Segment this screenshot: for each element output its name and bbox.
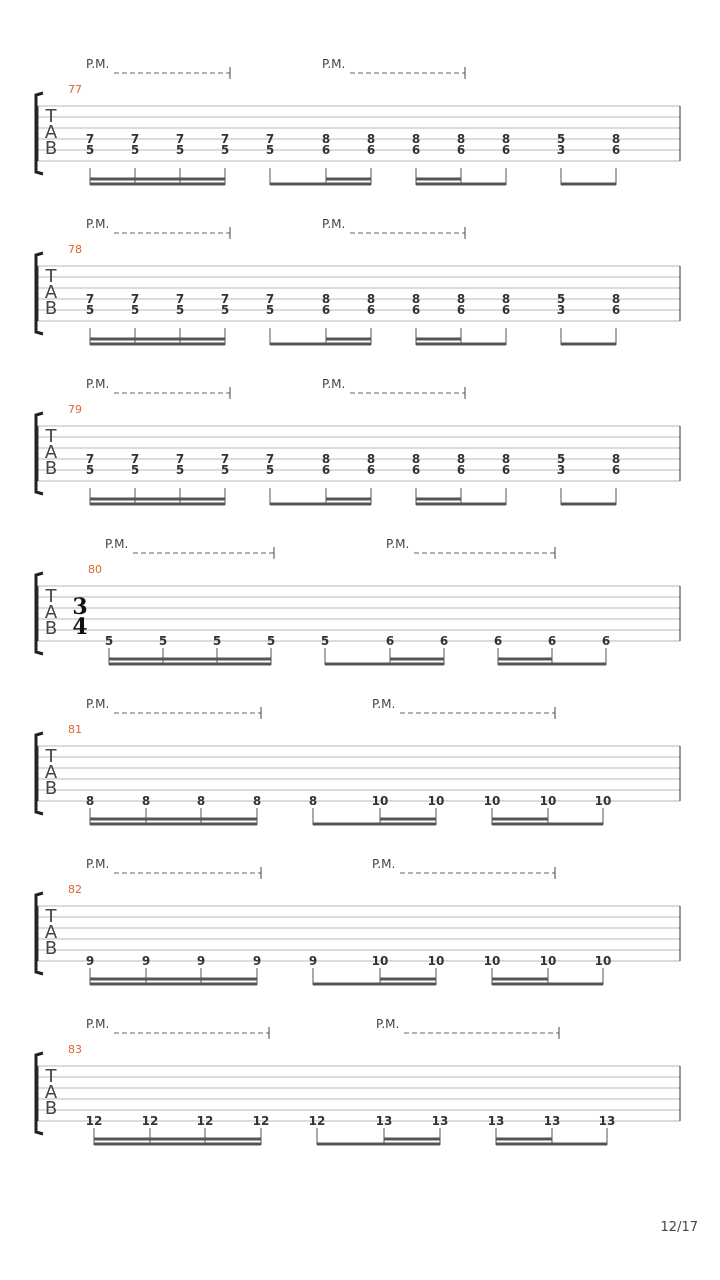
- fret-number: 7: [175, 292, 185, 306]
- fret-number: 5: [556, 452, 566, 466]
- fret-number: 8: [411, 292, 421, 306]
- fret-number: 6: [611, 143, 621, 157]
- fret-number: 7: [85, 452, 95, 466]
- fret-number: 9: [308, 954, 318, 968]
- fret-number: 6: [366, 143, 376, 157]
- fret-number: 5: [265, 143, 275, 157]
- fret-number: 8: [456, 452, 466, 466]
- fret-number: 5: [556, 132, 566, 146]
- fret-number: 13: [598, 1114, 616, 1128]
- palm-mute-label: P.M.: [372, 697, 396, 711]
- fret-number: 6: [501, 463, 511, 477]
- fret-number: 6: [321, 463, 331, 477]
- tab-clef-letter: A: [44, 602, 58, 623]
- fret-number: 7: [85, 132, 95, 146]
- fret-number: 5: [175, 463, 185, 477]
- fret-number: 8: [411, 452, 421, 466]
- fret-number: 3: [556, 463, 566, 477]
- tab-clef-letter: T: [45, 746, 57, 767]
- fret-number: 6: [321, 143, 331, 157]
- fret-number: 8: [252, 794, 262, 808]
- fret-number: 5: [130, 463, 140, 477]
- palm-mute-label: P.M.: [86, 697, 110, 711]
- fret-number: 7: [265, 132, 275, 146]
- fret-number: 8: [611, 452, 621, 466]
- palm-mute-label: P.M.: [322, 217, 346, 231]
- fret-number: 6: [411, 303, 421, 317]
- tab-clef-letter: T: [45, 1066, 57, 1087]
- fret-number: 8: [308, 794, 318, 808]
- tab-clef-letter: T: [45, 586, 57, 607]
- fret-number: 7: [130, 132, 140, 146]
- system-bracket: [36, 93, 43, 174]
- fret-number: 9: [141, 954, 151, 968]
- palm-mute-label: P.M.: [386, 537, 410, 551]
- measure-number: 83: [68, 1043, 82, 1056]
- palm-mute-label: P.M.: [322, 57, 346, 71]
- fret-number: 8: [501, 452, 511, 466]
- fret-number: 6: [456, 143, 466, 157]
- fret-number: 7: [175, 452, 185, 466]
- fret-number: 6: [547, 634, 557, 648]
- fret-number: 5: [175, 143, 185, 157]
- fret-number: 12: [196, 1114, 214, 1128]
- fret-number: 10: [539, 794, 557, 808]
- fret-number: 5: [130, 143, 140, 157]
- fret-number: 5: [220, 143, 230, 157]
- system-bracket: [36, 573, 43, 654]
- fret-number: 5: [212, 634, 222, 648]
- fret-number: 10: [483, 954, 501, 968]
- fret-number: 13: [487, 1114, 505, 1128]
- fret-number: 8: [85, 794, 95, 808]
- fret-number: 5: [130, 303, 140, 317]
- palm-mute-label: P.M.: [86, 57, 110, 71]
- palm-mute-label: P.M.: [322, 377, 346, 391]
- fret-number: 5: [85, 463, 95, 477]
- fret-number: 6: [411, 463, 421, 477]
- fret-number: 5: [265, 303, 275, 317]
- fret-number: 7: [175, 132, 185, 146]
- fret-number: 9: [85, 954, 95, 968]
- fret-number: 5: [265, 463, 275, 477]
- fret-number: 13: [375, 1114, 393, 1128]
- fret-number: 8: [456, 132, 466, 146]
- fret-number: 13: [431, 1114, 449, 1128]
- fret-number: 10: [483, 794, 501, 808]
- tab-clef-letter: B: [44, 298, 58, 319]
- tab-clef-letter: T: [45, 106, 57, 127]
- fret-number: 10: [594, 794, 612, 808]
- fret-number: 8: [611, 292, 621, 306]
- fret-number: 6: [611, 303, 621, 317]
- fret-number: 3: [556, 143, 566, 157]
- system-bracket: [36, 733, 43, 814]
- fret-number: 5: [320, 634, 330, 648]
- fret-number: 6: [501, 143, 511, 157]
- palm-mute-label: P.M.: [376, 1017, 400, 1031]
- fret-number: 8: [611, 132, 621, 146]
- fret-number: 3: [556, 303, 566, 317]
- fret-number: 10: [371, 794, 389, 808]
- system-bracket: [36, 253, 43, 334]
- fret-number: 5: [85, 303, 95, 317]
- tab-clef-letter: A: [44, 282, 58, 303]
- fret-number: 6: [385, 634, 395, 648]
- fret-number: 9: [196, 954, 206, 968]
- fret-number: 5: [85, 143, 95, 157]
- fret-number: 6: [601, 634, 611, 648]
- fret-number: 8: [366, 452, 376, 466]
- fret-number: 12: [85, 1114, 103, 1128]
- tab-clef-letter: B: [44, 1098, 58, 1119]
- fret-number: 7: [265, 292, 275, 306]
- tab-clef-letter: A: [44, 122, 58, 143]
- fret-number: 5: [104, 634, 114, 648]
- fret-number: 8: [366, 132, 376, 146]
- fret-number: 6: [501, 303, 511, 317]
- fret-number: 5: [220, 303, 230, 317]
- fret-number: 8: [321, 132, 331, 146]
- tab-clef-letter: B: [44, 618, 58, 639]
- measure-number: 78: [68, 243, 82, 256]
- palm-mute-label: P.M.: [105, 537, 129, 551]
- fret-number: 6: [321, 303, 331, 317]
- time-signature-bottom: 4: [72, 614, 88, 640]
- tab-clef-letter: A: [44, 1082, 58, 1103]
- fret-number: 8: [196, 794, 206, 808]
- fret-number: 7: [265, 452, 275, 466]
- fret-number: 6: [456, 303, 466, 317]
- fret-number: 7: [220, 132, 230, 146]
- palm-mute-label: P.M.: [86, 217, 110, 231]
- fret-number: 8: [501, 132, 511, 146]
- fret-number: 7: [130, 292, 140, 306]
- fret-number: 6: [493, 634, 503, 648]
- tab-clef-letter: T: [45, 906, 57, 927]
- time-signature-top: 3: [72, 594, 88, 620]
- palm-mute-label: P.M.: [86, 377, 110, 391]
- system-bracket: [36, 413, 43, 494]
- fret-number: 6: [366, 303, 376, 317]
- fret-number: 8: [501, 292, 511, 306]
- fret-number: 7: [220, 452, 230, 466]
- fret-number: 12: [252, 1114, 270, 1128]
- fret-number: 9: [252, 954, 262, 968]
- fret-number: 12: [308, 1114, 326, 1128]
- fret-number: 12: [141, 1114, 159, 1128]
- fret-number: 6: [439, 634, 449, 648]
- palm-mute-label: P.M.: [86, 1017, 110, 1031]
- fret-number: 8: [411, 132, 421, 146]
- measure-number: 80: [88, 563, 102, 576]
- tab-clef-letter: T: [45, 426, 57, 447]
- tab-clef-letter: B: [44, 138, 58, 159]
- fret-number: 7: [220, 292, 230, 306]
- fret-number: 10: [539, 954, 557, 968]
- tab-clef-letter: A: [44, 442, 58, 463]
- fret-number: 8: [321, 452, 331, 466]
- tab-clef-letter: B: [44, 938, 58, 959]
- tab-clef-letter: A: [44, 922, 58, 943]
- tab-clef-letter: B: [44, 458, 58, 479]
- fret-number: 10: [427, 954, 445, 968]
- fret-number: 6: [456, 463, 466, 477]
- fret-number: 6: [611, 463, 621, 477]
- fret-number: 5: [220, 463, 230, 477]
- fret-number: 5: [158, 634, 168, 648]
- fret-number: 8: [366, 292, 376, 306]
- tab-clef-letter: B: [44, 778, 58, 799]
- fret-number: 8: [141, 794, 151, 808]
- palm-mute-label: P.M.: [86, 857, 110, 871]
- system-bracket: [36, 893, 43, 974]
- fret-number: 5: [266, 634, 276, 648]
- fret-number: 8: [321, 292, 331, 306]
- measure-number: 81: [68, 723, 82, 736]
- page-number: 12/17: [660, 1220, 698, 1235]
- fret-number: 7: [85, 292, 95, 306]
- fret-number: 5: [556, 292, 566, 306]
- fret-number: 10: [371, 954, 389, 968]
- tab-clef-letter: A: [44, 762, 58, 783]
- measure-number: 82: [68, 883, 82, 896]
- measure-number: 77: [68, 83, 82, 96]
- fret-number: 5: [175, 303, 185, 317]
- fret-number: 10: [427, 794, 445, 808]
- system-bracket: [36, 1053, 43, 1134]
- measure-number: 79: [68, 403, 82, 416]
- fret-number: 10: [594, 954, 612, 968]
- tab-clef-letter: T: [45, 266, 57, 287]
- fret-number: 7: [130, 452, 140, 466]
- fret-number: 6: [411, 143, 421, 157]
- fret-number: 13: [543, 1114, 561, 1128]
- fret-number: 6: [366, 463, 376, 477]
- fret-number: 8: [456, 292, 466, 306]
- palm-mute-label: P.M.: [372, 857, 396, 871]
